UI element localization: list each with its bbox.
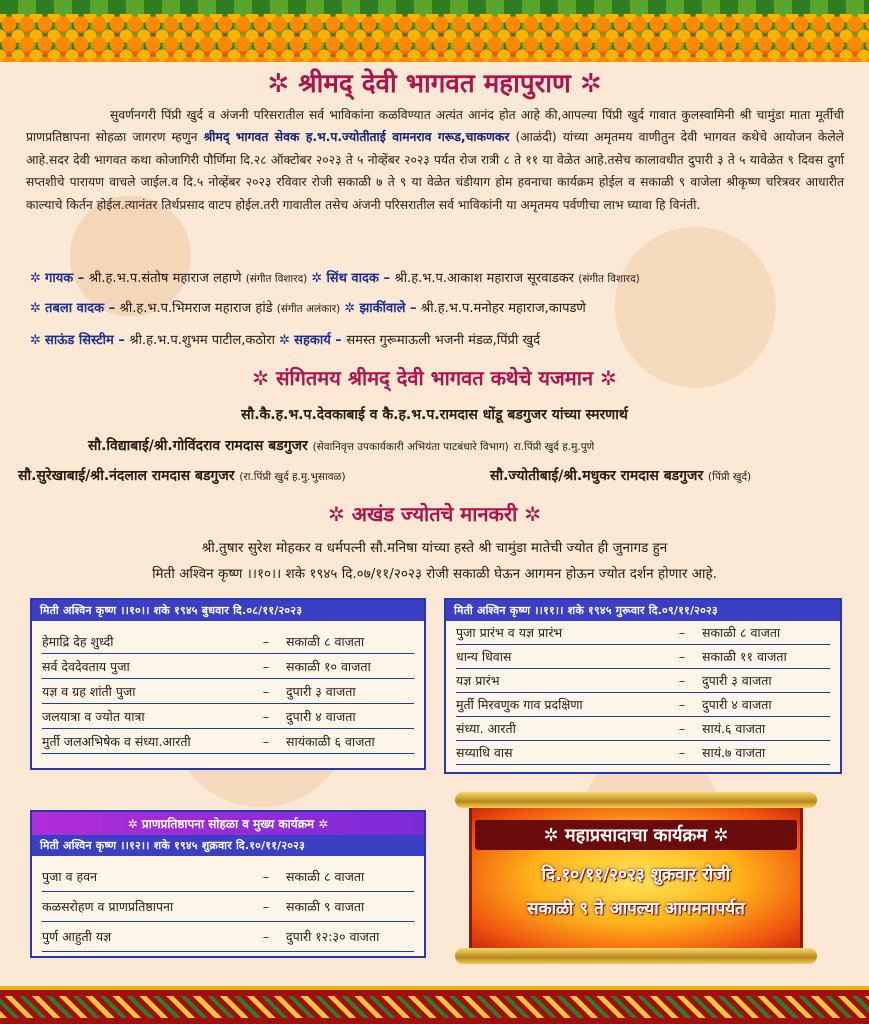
yajman-title: ✲ संगितमय श्रीमद् देवी भागवत कथेचे यजमान ✲: [252, 366, 617, 390]
table-row: मुर्ती मिरवणुक गाव प्रदक्षिणा – दुपारी ४ वाजता: [456, 693, 830, 717]
table-row: यज्ञ व ग्रह शांती पुजा – दुपारी ३ वाजता: [42, 679, 414, 704]
star-icon: ✲: [279, 333, 291, 348]
star-icon: ✲: [30, 271, 41, 286]
star-icon: ✲: [127, 817, 138, 831]
star-icon: ✲: [30, 333, 41, 348]
table-row: संध्या. आरती – सायं.६ वाजता: [456, 717, 830, 741]
mahaprasad-date: दि.१०/११/२०२३ शुक्रवार रोजी: [541, 865, 731, 885]
table-row: धान्य धिवास – सकाळी ११ वाजता: [456, 645, 830, 669]
table-row: सय्याधि वास – सायं.७ वाजता: [456, 741, 830, 765]
schedule-day3-title: ✲ प्राणप्रतिष्ठापना सोहळा व मुख्य कार्यक्रम ✲: [32, 812, 424, 835]
star-icon: ✲: [713, 825, 729, 846]
yajman-line-2: सौ.विद्याबाई/श्री.गोविंदराव रामदास बडगुजर (सेवानिवृत्त उपकार्यकारी अभियंता पाटबंधारे विभाग) रा.पिंप्री खुर्द ह.मु.पुणे: [88, 438, 595, 454]
table-row: जलयात्रा व ज्योत यात्रा – दुपारी ४ वाजता: [42, 704, 414, 729]
star-icon: ✲: [579, 69, 602, 99]
yajman-line-3: सौ.सुरेखाबाई/श्री.नंदलाल रामदास बडगुजर (रा.पिंप्री खुर्द ह.मु.भुसावळ): [18, 468, 346, 484]
table-row: पुजा प्रारंभ व यज्ञ प्रारंभ – सकाळी ८ वाजता: [456, 621, 830, 645]
schedule-day2-header: मिती अश्विन कृष्ण ।।११।। शके १९४५ गुरूवार दि.०९/११/२०२३: [446, 600, 840, 621]
artist-line-3: ✲ साऊंड सिस्टीम – श्री.ह.भ.प.शुभम पाटील,कठोरा ✲ सहकार्य – समस्त गुरूमाऊली भजनी मंडळ,पिंप्री खुर्द: [30, 333, 540, 348]
table-row: पुजा व हवन – सकाळी ८ वाजता: [42, 862, 414, 892]
schedule-box-day1: [30, 598, 426, 770]
schedule-day3-header: मिती अश्विन कृष्ण ।।१२।। शके १९४५ शुक्रवार दि.१०/११/२०२३: [32, 835, 424, 856]
table-row: हेमाद्रि देह शुध्दी – सकाळी ८ वाजता: [42, 629, 414, 654]
artist-line-2: ✲ तबला वादक – श्री.ह.भ.प.भिमराज महाराज हांडे (संगीत अलंकार) ✲ झाकींवाले – श्री.ह.भ.प.मनोहर महाराज,कापडणे: [30, 301, 586, 316]
table-row: पुर्ण आहुती यज्ञ – दुपारी १२:३० वाजता: [42, 922, 414, 952]
schedule-box-day2: [444, 598, 842, 774]
schedule-day1-header: मिती अश्विन कृष्ण ।।१०।। शके १९४५ बुधवार दि.०८/११/२०२३: [32, 600, 424, 621]
table-row: कळसरोहण व प्राणप्रतिष्ठापना – सकाळी ९ वाजता: [42, 892, 414, 922]
star-icon: ✲: [267, 69, 290, 99]
marigold-garland-border: [0, 0, 869, 62]
star-icon: ✲: [318, 817, 329, 831]
speaker-name: श्रीमद् भागवत सेवक ह.भ.प.ज्योतीताई वामनराव गरूड,चाकणकर: [203, 130, 510, 145]
jyot-title: ✲ अखंड ज्योतचे मानकरी ✲: [327, 502, 541, 526]
main-title: ✲ श्रीमद् देवी भागवत महापुराण ✲: [267, 69, 602, 99]
decorative-bottom-border: [0, 986, 869, 1024]
star-icon: ✲: [311, 271, 323, 286]
scroll-rod-top: [455, 792, 817, 808]
mahaprasad-time: सकाळी ९ ते आपल्या आगमनापर्यत: [527, 899, 745, 919]
intro-paragraph: सुवर्णनगरी पिंप्री खुर्द व अंजनी परिसरातील सर्व भाविकांना कळविण्यात अत्यंत आनंद होत आहे की,आपल्या पिंप्री खुर्द गावात कुलस्वामिनी श्री चामुंडा माता मूर्तीची प्राणप्रतिष्ठापना सोहळा जागरण म्हणुन श्रीमद् भागवत सेवक ह.भ.प.ज्योतीताई वामनराव गरूड,चाकणकर (आळंदी) यांच्या अमृतमय वाणीतुन देवी भागवत कथेचे आयोजन केलेले आहे.सदर देवी भागवत कथा कोजागिरी पौर्णिमा दि.२८ ऑक्टोबर २०२३ ते ५ नोव्हेंबर २०२३ पर्यत रोज रात्री ८ ते ११ या वेळेत आहे.तसेच कालावधीत दुपारी ३ ते ५ यावेळेत ९ दिवस दुर्गा सप्तशीचे पारायण वाचले जाईल.व दि.५ नोव्हेंबर २०२३ रविवार रोजी सकाळी ७ ते ९ या वेळेत चंडीयाग होम हवनाचा कार्यक्रम होईल व सकाळी ९ वाजेला श्रीकृष्ण चरित्रवर आधारीत काल्याचे किर्तन होईल.त्यानंतर तिर्थप्रसाद वाटप होईल.तरी गावातील तसेच अंजनी परिसरातील सर्व भाविकांनी या अमृतमय पर्वणीचा लाभ घ्यावा हि विनंती.: [26, 108, 844, 212]
jyot-line-2: मिती अश्विन कृष्ण ।।१०।। शके १९४५ दि.०७/११/२०२३ रोजी सकाळी घेऊन आगमन होऊन ज्योत दर्शन होणार आहे.: [152, 566, 717, 582]
star-icon: ✲: [524, 502, 541, 526]
star-icon: ✲: [30, 301, 41, 316]
table-row: मुर्ती जलअभिषेक व संध्या.आरती – सायंकाळी ६ वाजता: [42, 729, 414, 754]
star-icon: ✲: [327, 502, 345, 526]
mahaprasad-scroll: [455, 792, 817, 964]
jyot-line-1: श्री.तुषार सुरेश मोहकर व धर्मपत्नी सौ.मनिषा यांच्या हस्ते श्री चामुंडा मातेची ज्योत ही जुनागड हुन: [201, 540, 668, 556]
mahaprasad-title: ✲ महाप्रसादाचा कार्यक्रम ✲: [475, 820, 797, 850]
scroll-rod-bottom: [455, 948, 817, 964]
yajman-line-4: सौ.ज्योतीबाई/श्री.मधुकर रामदास बडगुजर (पिंप्री खुर्द): [490, 468, 752, 484]
star-icon: ✲: [543, 825, 559, 846]
star-icon: ✲: [252, 366, 269, 390]
artist-line-1: ✲ गायक – श्री.ह.भ.प.संतोष महाराज लहाणे (संगीत विशारद) ✲ सिंथ वादक – श्री.ह.भ.प.आकाश महाराज सूरवाडकर (संगीत विशारद): [30, 271, 640, 286]
table-row: सर्व देवदेवताय पुजा – सकाळी १० वाजता: [42, 654, 414, 679]
yajman-line-1: सौ.कै.ह.भ.प.देवकाबाई व कै.ह.भ.प.रामदास धोंडू बडगुजर यांच्या स्मरणार्थ: [241, 407, 628, 423]
star-icon: ✲: [344, 301, 356, 316]
schedule-box-day3: [30, 810, 426, 958]
table-row: यज्ञ प्रारंभ – दुपारी ३ वाजता: [456, 669, 830, 693]
star-icon: ✲: [600, 366, 617, 390]
